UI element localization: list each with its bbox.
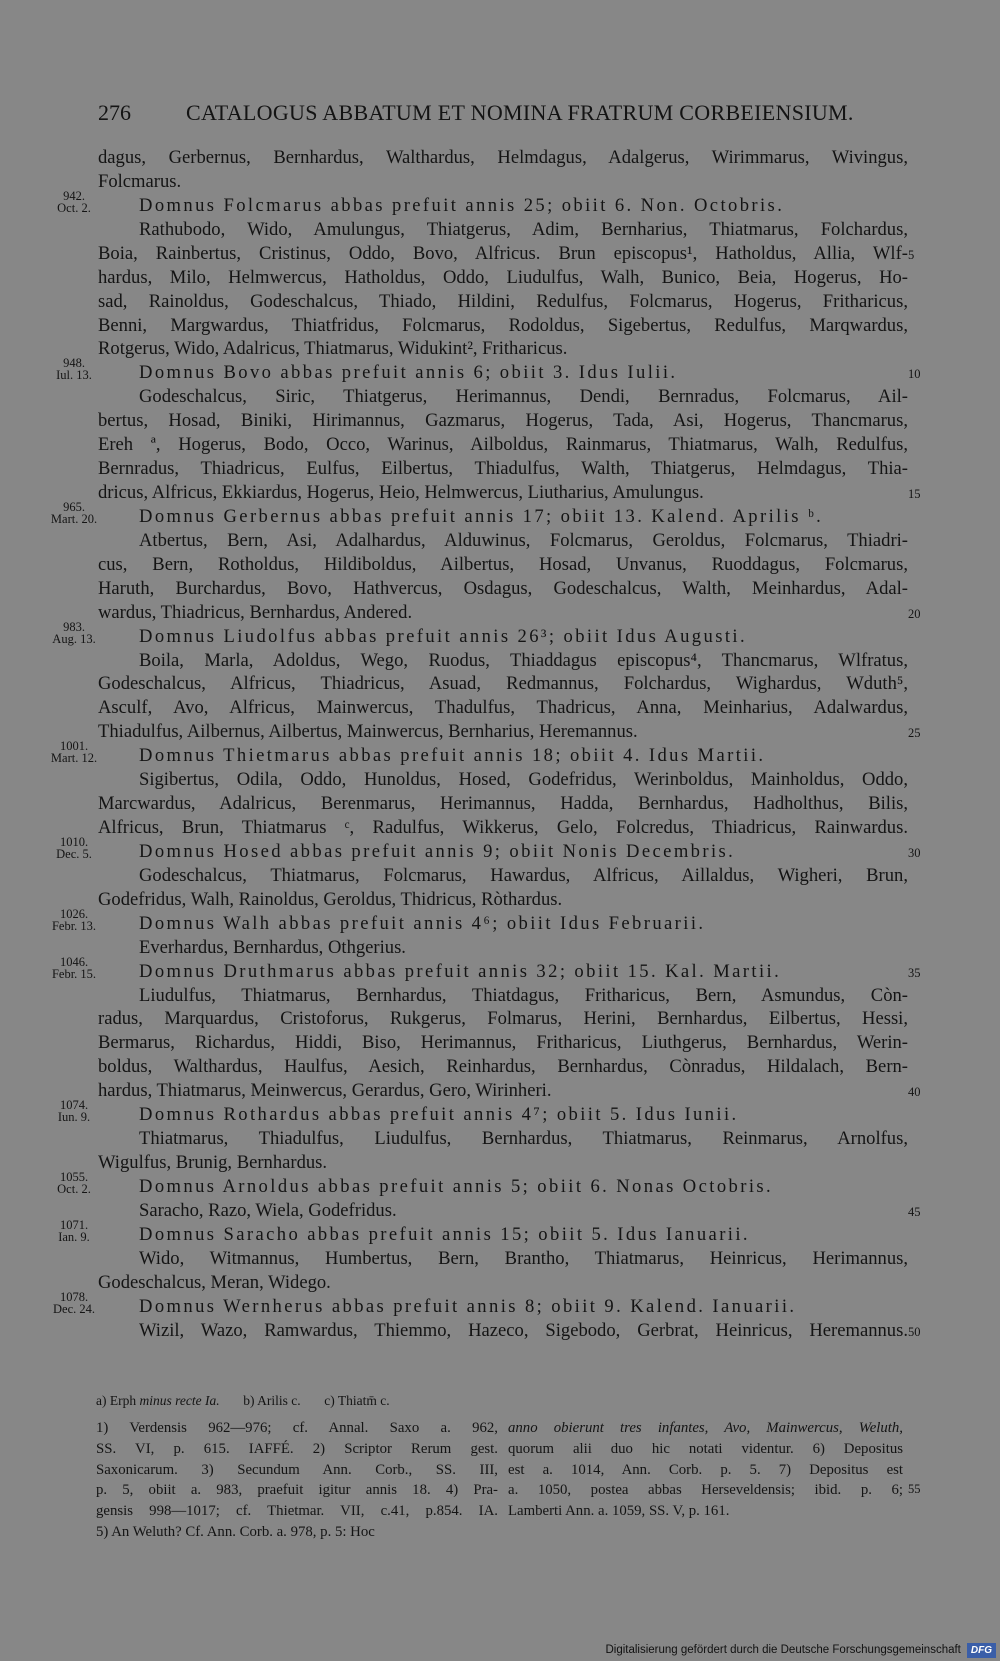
text-line: radus, Marquardus, Cristoforus, Rukgerus, Folmarus, Herini, Bernhardus, Eilbertus, Hessi, bbox=[98, 1008, 908, 1030]
text-line: Godefridus, Walh, Rainoldus, Geroldus, Thidricus, Ròthardus. bbox=[98, 888, 563, 910]
text-line: Godeschalcus, Meran, Widego. bbox=[98, 1271, 331, 1293]
footnote-line: quorum alii duo hic notati videntur. 6) Depositus bbox=[508, 1440, 903, 1457]
critical-note-c: c) Thiatm̄ c. bbox=[324, 1393, 390, 1408]
text-line: Rathubodo, Wido, Amulungus, Thiatgerus, Adim, Bernharius, Thiatmarus, Folchardus, bbox=[139, 218, 908, 240]
margin-date bbox=[44, 1291, 104, 1315]
footnote-line: SS. VI, p. 615. IAFFÉ. 2) Scriptor Rerum gest. bbox=[96, 1440, 498, 1457]
margin-day: Mart. 12. bbox=[50, 751, 98, 766]
footnote-line: gensis 998—1017; cf. Thietmar. VII, c.41, p.854. IA. bbox=[96, 1503, 498, 1520]
line-number: 55 bbox=[908, 1482, 921, 1496]
text-line: boldus, Walthardus, Haulfus, Aesich, Reinhardus, Bernhardus, Cònradus, Hildalach, Bern- bbox=[98, 1056, 908, 1078]
footnote-line: anno obierunt tres infantes, Avo, Mainwercus, Weluth, bbox=[508, 1420, 903, 1436]
abbot-entry-line: Domnus Saracho abbas prefuit annis 15; obiit 5. Idus Ianuarii. bbox=[139, 1223, 750, 1245]
text-line: Boia, Rainbertus, Cristinus, Oddo, Bovo, Alfricus. Brun episcopus¹, Hatholdus, Allia, Wlf- bbox=[98, 242, 908, 264]
line-number: 5 bbox=[908, 247, 915, 262]
margin-day: Oct. 2. bbox=[57, 1181, 91, 1196]
margin-year: 1046. bbox=[59, 954, 89, 969]
page-number: 276 bbox=[98, 100, 131, 125]
margin-day: Ian. 9. bbox=[58, 1229, 90, 1244]
margin-day: Febr. 13. bbox=[51, 918, 97, 933]
footer bbox=[601, 1639, 1000, 1661]
margin-year: 983. bbox=[63, 619, 85, 634]
line-number: 20 bbox=[908, 606, 921, 621]
footnote-line: Lamberti Ann. a. 1059, SS. V, p. 161. bbox=[508, 1503, 730, 1520]
text-line: Godeschalcus, Thiatmarus, Folcmarus, Hawardus, Alfricus, Aillaldus, Wigheri, Brun, bbox=[139, 864, 908, 886]
abbot-entry-line: Domnus Hosed abbas prefuit annis 9; obiit Nonis Decembris. bbox=[139, 840, 736, 862]
line-number: 30 bbox=[908, 845, 921, 860]
abbot-entry-line: Domnus Arnoldus abbas prefuit annis 5; obiit 6. Nonas Octobris. bbox=[139, 1175, 774, 1197]
abbot-entry-line: Domnus Walh abbas prefuit annis 4⁶; obiit Idus Februarii. bbox=[139, 912, 706, 934]
critical-note-a: a) Erph bbox=[96, 1393, 137, 1408]
text-line: Rotgerus, Wido, Adalricus, Thiatmarus, Widukint², Fritharicus. bbox=[98, 338, 568, 360]
text-line: Everhardus, Bernhardus, Othgerius. bbox=[139, 936, 406, 958]
text-line: dagus, Gerbernus, Bernhardus, Walthardus, Helmdagus, Adalgerus, Wirimmarus, Wivingus, bbox=[98, 147, 908, 168]
text-line: Wido, Witmannus, Humbertus, Bern, Brantho, Thiatmarus, Heinricus, Herimannus, bbox=[139, 1247, 908, 1269]
margin-date bbox=[44, 956, 104, 980]
line-number: 10 bbox=[908, 367, 921, 382]
abbot-entry-line: Domnus Gerbernus abbas prefuit annis 17; obiit 13. Kalend. Aprilis ᵇ. bbox=[139, 505, 824, 527]
footnote-line: 1) Verdensis 962—976; cf. Annal. Saxo a. 962, bbox=[96, 1420, 498, 1436]
critical-note-b: b) Arilis c. bbox=[243, 1393, 301, 1408]
margin-date bbox=[44, 621, 104, 645]
abbot-entry-line: Domnus Rothardus abbas prefuit annis 4⁷; obiit 5. Idus Iunii. bbox=[139, 1104, 739, 1126]
dfg-logo: DFG bbox=[967, 1643, 996, 1658]
footnote-line: a. 1050, postea abbas Herseveldensis; ibid. p. 6; bbox=[508, 1482, 903, 1499]
text-line: Haruth, Burchardus, Bovo, Hathvercus, Osdagus, Godeschalcus, Walth, Meinhardus, Adal- bbox=[98, 577, 908, 599]
text-line: Ereh ª, Hogerus, Bodo, Occo, Warinus, Ailboldus, Rainmarus, Thiatmarus, Walh, Redulfus, bbox=[98, 434, 908, 456]
margin-year: 1078. bbox=[59, 1289, 89, 1304]
funding-notice: Digitalisierung gefördert durch die Deutsche Forschungsgemeinschaft bbox=[605, 1644, 961, 1656]
line-number: 35 bbox=[908, 965, 921, 980]
margin-year: 1074. bbox=[59, 1098, 89, 1113]
margin-date bbox=[44, 908, 104, 932]
margin-day: Iun. 9. bbox=[57, 1110, 91, 1125]
margin-day: Dec. 24. bbox=[53, 1301, 95, 1316]
text-line: hardus, Milo, Helmwercus, Hatholdus, Oddo, Liudulfus, Walh, Bunico, Beia, Hogerus, Ho- bbox=[98, 266, 908, 288]
margin-date bbox=[44, 190, 104, 214]
text-line: Bermarus, Richardus, Hiddi, Biso, Herimannus, Fritharicus, Liuthgerus, Bernhardus, Werin- bbox=[98, 1032, 908, 1054]
text-line: Liudulfus, Thiatmarus, Bernhardus, Thiatdagus, Fritharicus, Bern, Asmundus, Còn- bbox=[139, 984, 908, 1006]
text-line: sad, Rainoldus, Godeschalcus, Thiado, Hildini, Redulfus, Folcmarus, Hogerus, Fritharicus, bbox=[98, 290, 908, 312]
text-line: Sigibertus, Odila, Oddo, Hunoldus, Hosed, Godefridus, Werinboldus, Mainholdus, Oddo, bbox=[139, 769, 908, 791]
abbot-entry-line: Domnus Bovo abbas prefuit annis 6; obiit 3. Idus Iulii. bbox=[139, 362, 678, 384]
text-line: hardus, Thiatmarus, Meinwercus, Gerardus, Gero, Wirinheri. bbox=[98, 1080, 552, 1102]
text-line: bertus, Hosad, Biniki, Hirimannus, Gazmarus, Hogerus, Tada, Asi, Hogerus, Thancmarus, bbox=[98, 410, 908, 432]
text-line: Wizil, Wazo, Ramwardus, Thiemmo, Hazeco, Sigebodo, Gerbrat, Heinricus, Heremannus. bbox=[139, 1319, 908, 1341]
text-line: Bernradus, Thiadricus, Eulfus, Eilbertus, Thiadulfus, Walth, Thiatgerus, Helmdagus, Thia- bbox=[98, 458, 908, 480]
abbot-entry-line: Domnus Liudolfus abbas prefuit annis 26³; obiit Idus Augusti. bbox=[139, 625, 748, 647]
text-line: Folcmarus. bbox=[98, 170, 182, 192]
critical-note-a-text: minus recte Ia. bbox=[139, 1393, 220, 1408]
margin-date bbox=[44, 357, 104, 381]
margin-date bbox=[44, 1219, 104, 1243]
abbot-entry-line: Domnus Druthmarus abbas prefuit annis 32; obiit 15. Kal. Martii. bbox=[139, 960, 782, 982]
margin-year: 1055. bbox=[59, 1169, 89, 1184]
line-number: 40 bbox=[908, 1085, 921, 1100]
critical-apparatus bbox=[96, 1393, 390, 1409]
margin-day: Mart. 20. bbox=[50, 511, 98, 526]
text-line: Thiatmarus, Thiadulfus, Liudulfus, Bernhardus, Thiatmarus, Reinmarus, Arnolfus, bbox=[139, 1128, 908, 1150]
margin-year: 942. bbox=[63, 188, 85, 203]
text-line: Saracho, Razo, Wiela, Godefridus. bbox=[139, 1199, 397, 1221]
text-line: Atbertus, Bern, Asi, Adalhardus, Alduwinus, Folcmarus, Geroldus, Folcmarus, Thiadri- bbox=[139, 529, 908, 551]
abbot-entry-line: Domnus Thietmarus abbas prefuit annis 18; obiit 4. Idus Martii. bbox=[139, 745, 766, 767]
text-line: dricus, Alfricus, Ekkiardus, Hogerus, Heio, Helmwercus, Liutharius, Amulungus. bbox=[98, 482, 704, 504]
margin-date bbox=[44, 836, 104, 860]
footnote-line: 5) An Weluth? Cf. Ann. Corb. a. 978, p. 5: Hoc bbox=[96, 1524, 375, 1540]
text-line: wardus, Thiadricus, Bernhardus, Andered. bbox=[98, 601, 413, 623]
footnote-line: est a. 1014, Ann. Corb. p. 5. 7) Depositus est bbox=[508, 1461, 903, 1478]
margin-date bbox=[44, 501, 104, 525]
margin-year: 948. bbox=[63, 356, 85, 371]
margin-day: Oct. 2. bbox=[57, 200, 91, 215]
margin-year: 1071. bbox=[59, 1217, 89, 1232]
footnote-line: Saxonicarum. 3) Secundum Ann. Corb., SS. III, bbox=[96, 1461, 498, 1478]
line-number: 50 bbox=[908, 1324, 921, 1339]
text-line: cus, Bern, Rotholdus, Hildiboldus, Ailbertus, Hosad, Unvanus, Ruoddagus, Folcmarus, bbox=[98, 553, 908, 575]
margin-year: 1026. bbox=[59, 906, 89, 921]
margin-date bbox=[44, 1171, 104, 1195]
text-line: Alfricus, Brun, Thiatmarus ᶜ, Radulfus, Wikkerus, Gelo, Folcredus, Thiadricus, Rainwardus. bbox=[98, 817, 908, 839]
line-number: 25 bbox=[908, 726, 921, 741]
running-title: CATALOGUS ABBATUM ET NOMINA FRATRUM CORBEIENSIUM. bbox=[186, 100, 854, 125]
text-line: Marcwardus, Adalricus, Berenmarus, Herimannus, Hadda, Bernhardus, Hadholthus, Bilis, bbox=[98, 793, 908, 815]
margin-day: Febr. 15. bbox=[51, 966, 97, 981]
text-line: Wigulfus, Brunig, Bernhardus. bbox=[98, 1152, 328, 1174]
text-line: Asculf, Avo, Alfricus, Mainwercus, Thadulfus, Thadricus, Anna, Meinharius, Adalwardus, bbox=[98, 697, 908, 719]
footnote-line: p. 5, obiit a. 983, praefuit igitur annis 18. 4) Pra- bbox=[96, 1482, 498, 1499]
line-number: 15 bbox=[908, 487, 921, 502]
text-line: Thiadulfus, Ailbernus, Ailbertus, Mainwercus, Bernharius, Heremannus. bbox=[98, 721, 638, 743]
margin-year: 1010. bbox=[59, 834, 89, 849]
text-line: Benni, Margwardus, Thiatfridus, Folcmarus, Rodoldus, Sigebertus, Redulfus, Marqwardus, bbox=[98, 314, 908, 336]
margin-year: 1001. bbox=[59, 739, 89, 754]
margin-date bbox=[44, 740, 104, 764]
margin-day: Dec. 5. bbox=[56, 846, 92, 861]
margin-date bbox=[44, 1099, 104, 1123]
text-line: Godeschalcus, Alfricus, Thiadricus, Asuad, Redmannus, Folchardus, Wighardus, Wduth⁵, bbox=[98, 673, 908, 695]
abbot-entry-line: Domnus Folcmarus abbas prefuit annis 25; obiit 6. Non. Octobris. bbox=[139, 194, 785, 216]
margin-day: Iul. 13. bbox=[56, 368, 92, 383]
margin-year: 965. bbox=[63, 499, 85, 514]
line-number: 45 bbox=[908, 1204, 921, 1219]
margin-day: Aug. 13. bbox=[52, 631, 96, 646]
abbot-entry-line: Domnus Wernherus abbas prefuit annis 8; obiit 9. Kalend. Ianuarii. bbox=[139, 1295, 797, 1317]
text-line: Boila, Marla, Adoldus, Wego, Ruodus, Thiaddagus episcopus⁴, Thancmarus, Wlfratus, bbox=[139, 649, 908, 671]
text-line: Godeschalcus, Siric, Thiatgerus, Herimannus, Dendi, Bernradus, Folcmarus, Ail- bbox=[139, 386, 908, 408]
